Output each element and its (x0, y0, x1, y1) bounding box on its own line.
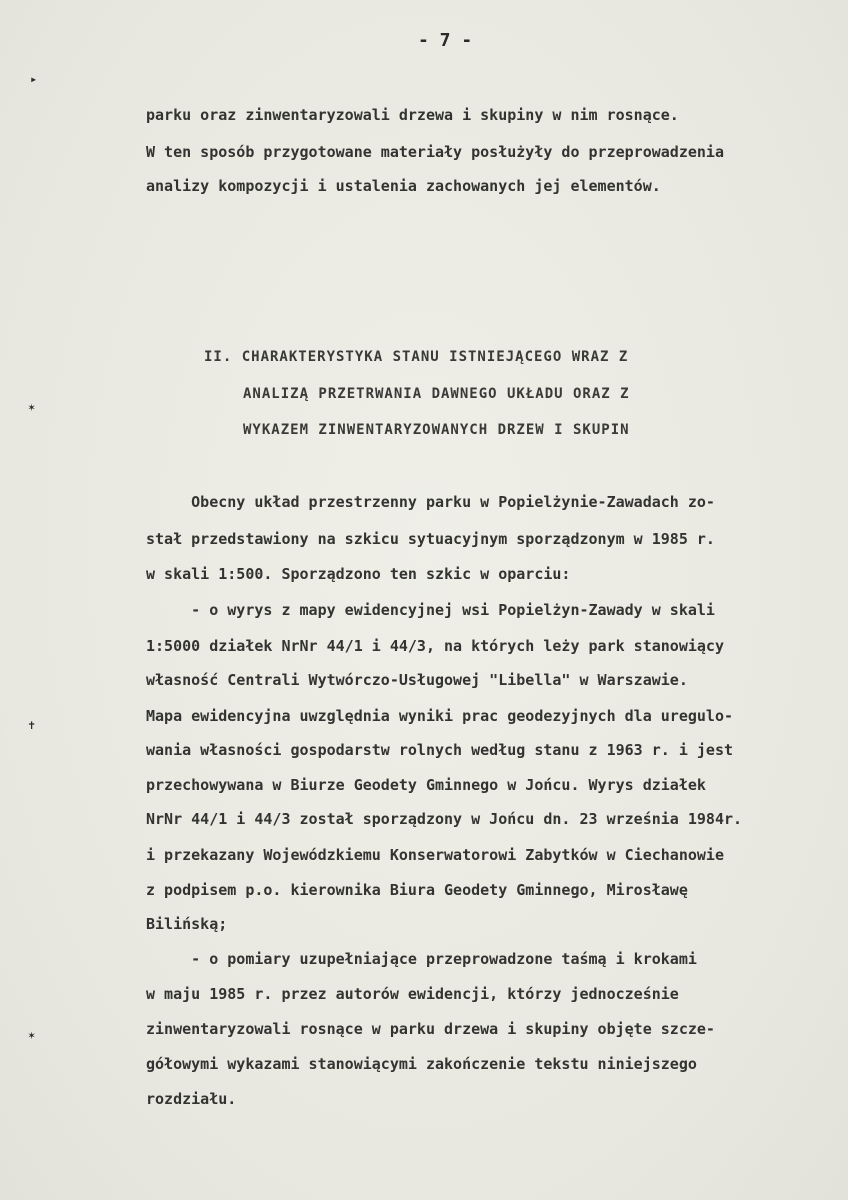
text-line: 1:5000 działek NrNr 44/1 i 44/3, na których leży park stanowiący (146, 637, 724, 655)
text-line: z podpisem p.o. kierownika Biura Geodety Gminnego, Mirosławę (146, 881, 688, 899)
text-line: przechowywana w Biurze Geodety Gminnego w Jońcu. Wyrys działek (146, 776, 706, 794)
text-line: rozdziału. (146, 1090, 237, 1108)
text-line: zinwentaryzowali rosnące w parku drzewa i skupiny objęte szcze- (146, 1020, 715, 1038)
text-line: własność Centrali Wytwórczo-Usługowej "Libella" w Warszawie. (146, 671, 688, 689)
margin-mark: ▸ (30, 72, 38, 86)
text-line: i przekazany Wojewódzkiemu Konserwatorowi Zabytków w Ciechanowie (146, 846, 724, 864)
text-line: analizy kompozycji i ustalenia zachowanych jej elementów. (146, 177, 661, 195)
section-heading-line: WYKAZEM ZINWENTARYZOWANYCH DRZEW I SKUPIN (243, 422, 630, 438)
margin-mark: ✶ (28, 1028, 36, 1042)
text-line: - o wyrys z mapy ewidencyjnej wsi Popielżyn-Zawady w skali (146, 601, 715, 619)
text-line: Bilińską; (146, 915, 228, 933)
text-line: gółowymi wykazami stanowiącymi zakończenie tekstu niniejszego (146, 1055, 697, 1073)
text-line: Mapa ewidencyjna uwzględnia wyniki prac geodezyjnych dla uregulo- (146, 707, 733, 725)
text-line: - o pomiary uzupełniające przeprowadzone taśmą i krokami (146, 950, 697, 968)
section-heading-line: II. CHARAKTERYSTYKA STANU ISTNIEJĄCEGO WRAZ Z (204, 349, 629, 365)
text-line: Obecny układ przestrzenny parku w Popielżynie-Zawadach zo- (146, 493, 715, 511)
margin-mark: ✝ (28, 718, 36, 732)
page-number: - 7 - (418, 30, 473, 51)
text-line: w skali 1:500. Sporządzono ten szkic w oparciu: (146, 565, 571, 583)
text-line: w maju 1985 r. przez autorów ewidencji, którzy jednocześnie (146, 985, 679, 1003)
text-line: wania własności gospodarstw rolnych według stanu z 1963 r. i jest (146, 741, 733, 759)
text-line: stał przedstawiony na szkicu sytuacyjnym sporządzonym w 1985 r. (146, 530, 715, 548)
text-line: NrNr 44/1 i 44/3 został sporządzony w Jońcu dn. 23 września 1984r. (146, 810, 743, 828)
margin-mark: ✶ (28, 400, 36, 414)
section-heading-line: ANALIZĄ PRZETRWANIA DAWNEGO UKŁADU ORAZ Z (243, 386, 630, 402)
text-line: W ten sposób przygotowane materiały posłużyły do przeprowadzenia (146, 143, 724, 161)
text-line: parku oraz zinwentaryzowali drzewa i skupiny w nim rosnące. (146, 106, 679, 124)
